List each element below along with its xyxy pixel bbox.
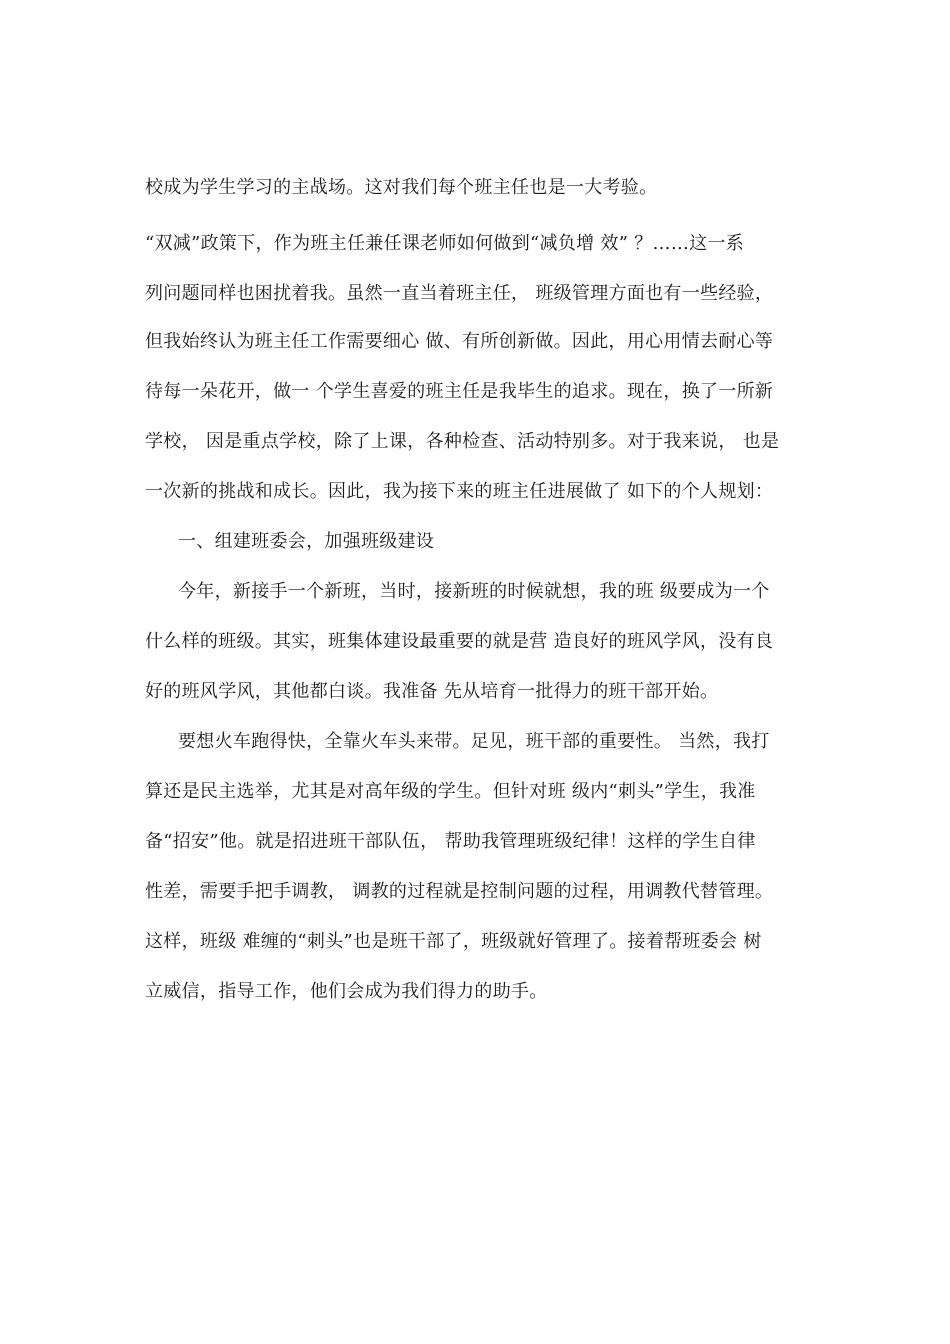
text-line-5: 待每一朵花开，做一 个学生喜爱的班主任是我毕生的追求。现在，换了一所新 bbox=[145, 381, 774, 402]
text-line-2: “双减”政策下，作为班主任兼任课老师如何做到“减负增 效” ？……这一系 bbox=[145, 233, 745, 254]
text-line-10: 什么样的班级。其实，班集体建设最重要的就是营 造良好的班风学风，没有良 bbox=[145, 631, 774, 652]
text-line-16: 这样，班级 难缠的“刺头”也是班干部了，班级就好管理了。接着帮班委会 树 bbox=[145, 931, 762, 952]
section-heading: 一、组建班委会，加强班级建设 bbox=[178, 531, 435, 552]
text-line-15: 性差，需要手把手调教， 调教的过程就是控制问题的过程，用调教代替管理。 bbox=[145, 881, 774, 902]
text-line-6: 学校， 因是重点学校，除了上课，各种检查、活动特别多。对于我来说， 也是 bbox=[145, 431, 780, 452]
text-line-4: 但我始终认为班主任工作需要细心 做、有所创新做。因此，用心用情去耐心等 bbox=[145, 331, 774, 352]
text-line-17: 立威信，指导工作，他们会成为我们得力的助手。 bbox=[145, 981, 548, 1002]
text-line-7: 一次新的挑战和成长。因此，我为接下来的班主任进展做了 如下的个人规划： bbox=[145, 481, 774, 502]
text-line-1: 校成为学生学习的主战场。这对我们每个班主任也是一大考验。 bbox=[145, 177, 658, 198]
text-line-3: 列问题同样也困扰着我。虽然一直当着班主任， 班级管理方面也有一些经验， bbox=[145, 283, 774, 304]
text-line-11: 好的班风学风，其他都白谈。我准备 先从培育一批得力的班干部开始。 bbox=[145, 681, 719, 702]
text-line-13: 算还是民主选举，尤其是对高年级的学生。但针对班 级内“刺头”学生，我准 bbox=[145, 781, 756, 802]
text-line-14: 备“招安”他。就是招进班干部队伍， 帮助我管理班级纪律！这样的学生自律 bbox=[145, 831, 756, 852]
text-line-9: 今年，新接手一个新班，当时，接新班的时候就想，我的班 级要成为一个 bbox=[178, 581, 770, 602]
text-line-12: 要想火车跑得快，全靠火车头来带。足见，班干部的重要性。 当然，我打 bbox=[178, 731, 770, 752]
